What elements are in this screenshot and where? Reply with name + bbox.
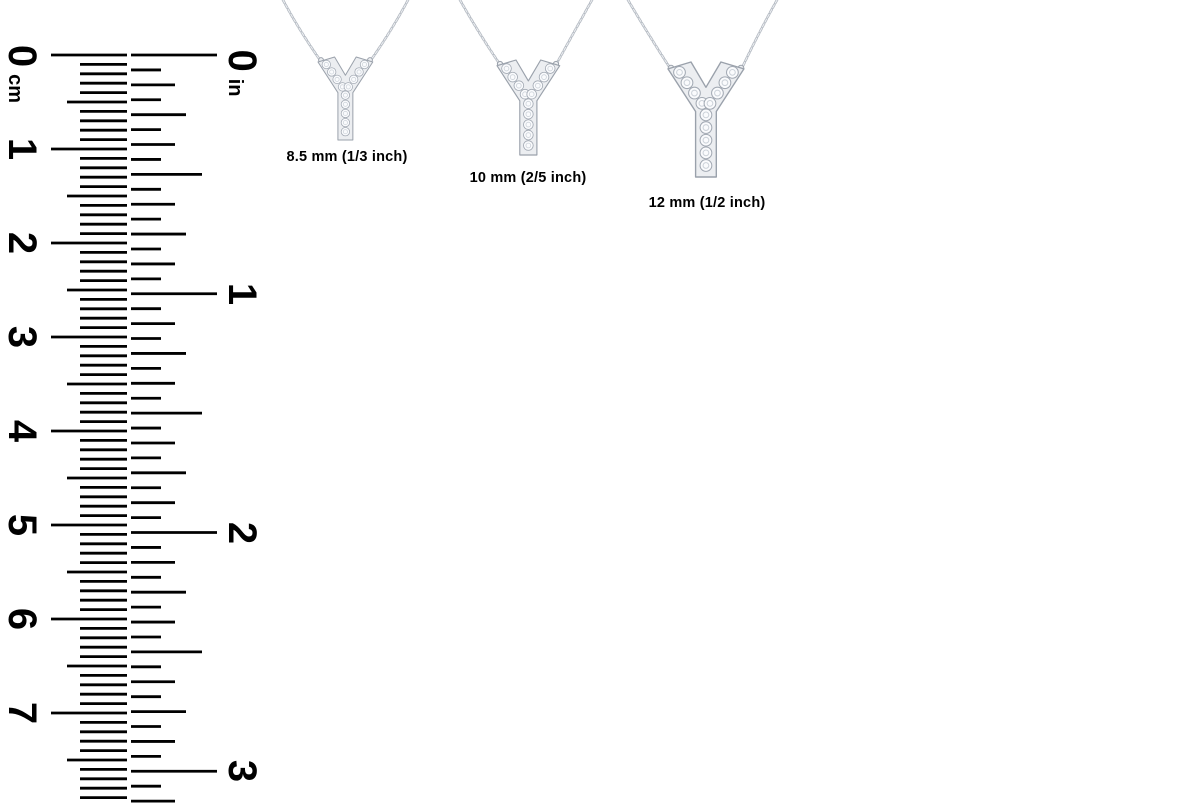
cm-number-7-digit: 7 xyxy=(0,701,44,725)
inch-number-0 xyxy=(222,49,262,96)
chain-right-highlight xyxy=(557,0,592,63)
letter-y-pendant xyxy=(668,62,744,177)
ruler xyxy=(0,0,222,807)
cm-number-0 xyxy=(2,45,42,103)
cm-number-0-unit: cm xyxy=(4,74,26,104)
chain-left-highlight xyxy=(628,0,670,68)
inch-number-2 xyxy=(222,521,262,543)
pendant-large xyxy=(620,0,784,184)
inch-number-3-digit: 3 xyxy=(220,760,264,783)
cm-number-1-digit: 1 xyxy=(0,137,44,161)
pendant-small xyxy=(276,0,416,148)
cm-number-3 xyxy=(2,326,42,348)
cm-number-2 xyxy=(2,232,42,254)
cm-number-2-digit: 2 xyxy=(0,231,44,255)
inch-number-0-unit: in xyxy=(224,78,246,97)
inch-number-1-digit: 1 xyxy=(220,282,264,305)
pendant-small-graphic xyxy=(276,0,416,148)
cm-number-0-digit: 0 xyxy=(0,44,44,68)
cm-number-5-digit: 5 xyxy=(0,513,44,537)
letter-y-pendant xyxy=(318,57,373,140)
pendant-large-graphic xyxy=(620,0,784,184)
cm-number-4-digit: 4 xyxy=(0,419,44,443)
pendant-medium-graphic xyxy=(452,0,602,162)
pendant-medium-size-label: 10 mm (2/5 inch) xyxy=(469,170,587,186)
pendant-medium xyxy=(452,0,602,162)
pendant-small-size-label: 8.5 mm (1/3 inch) xyxy=(286,149,408,165)
chain-right xyxy=(371,0,408,60)
cm-number-3-digit: 3 xyxy=(0,325,44,349)
cm-number-6 xyxy=(2,608,42,630)
cm-number-6-digit: 6 xyxy=(0,607,44,631)
cm-number-4 xyxy=(2,420,42,442)
inch-number-3 xyxy=(222,760,262,782)
letter-y-pendant xyxy=(497,60,560,155)
cm-number-7 xyxy=(2,702,42,724)
cm-number-5 xyxy=(2,514,42,536)
inch-number-0-digit: 0 xyxy=(220,49,264,72)
inch-number-2-digit: 2 xyxy=(220,521,264,544)
chain-left xyxy=(283,0,320,60)
inch-number-1 xyxy=(222,283,262,305)
cm-number-1 xyxy=(2,138,42,160)
pendant-large-size-label: 12 mm (1/2 inch) xyxy=(648,195,766,211)
